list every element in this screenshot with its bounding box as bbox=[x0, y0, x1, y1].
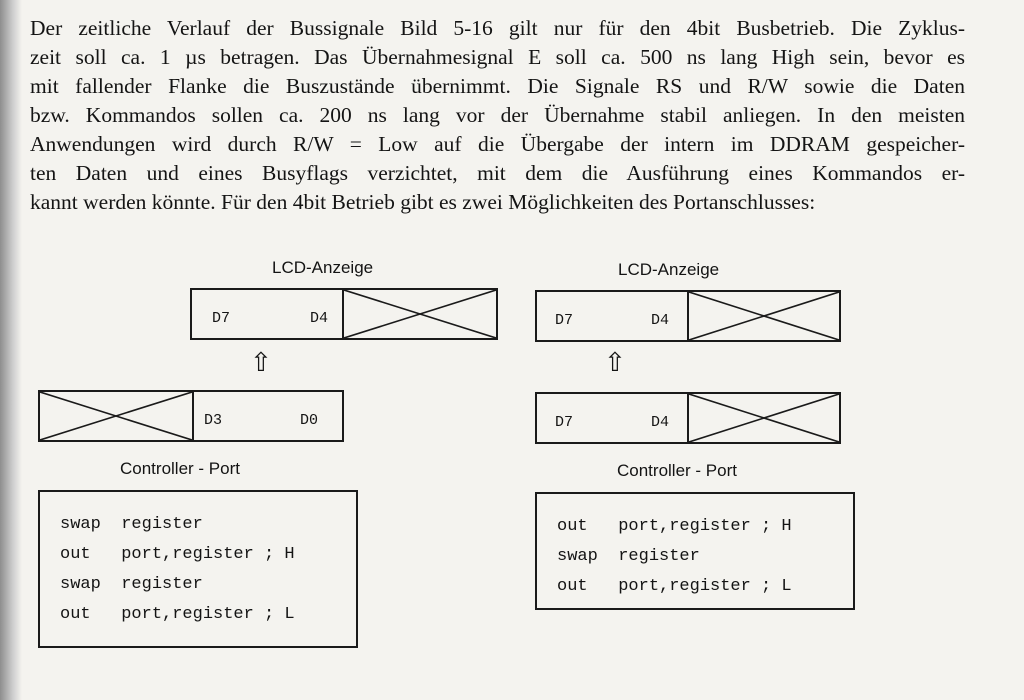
right-up-arrow-icon: ⇧ bbox=[604, 348, 626, 378]
left-port-register bbox=[38, 390, 344, 442]
body-paragraph bbox=[30, 14, 965, 217]
right-port-nibble-used bbox=[537, 394, 689, 442]
left-port-high-bit: D3 bbox=[204, 412, 223, 429]
left-port-unused-cross-icon bbox=[40, 392, 192, 440]
page-gutter-shadow bbox=[0, 0, 22, 700]
right-lcd-high-bit: D7 bbox=[555, 312, 574, 329]
paragraph-line: Anwendungen wird durch R/W = Low auf die Übergabe der intern im DDRAM gespeicher- bbox=[30, 132, 965, 156]
left-up-arrow-icon: ⇧ bbox=[250, 348, 272, 378]
code-line: swap register bbox=[557, 547, 700, 566]
paragraph-line: bzw. Kommandos sollen ca. 200 ns lang vor der Übernahme stabil anliegen. In den meisten bbox=[30, 103, 965, 127]
paragraph-line: zeit soll ca. 1 µs betragen. Das Übernahmesignal E soll ca. 500 ns lang High sein, bevor es bbox=[30, 45, 965, 69]
left-lcd-unused-cross-icon bbox=[344, 290, 496, 338]
paragraph-line: ten Daten und eines Busyflags verzichtet, mit dem die Ausführung eines Kommandos er- bbox=[30, 161, 965, 185]
right-lcd-nibble-used bbox=[537, 292, 689, 340]
code-line: out port,register ; L bbox=[60, 605, 295, 624]
right-port-low-bit: D4 bbox=[651, 414, 670, 431]
left-code-listing bbox=[38, 490, 358, 648]
left-port-label: Controller - Port bbox=[120, 459, 240, 478]
code-line: swap register bbox=[60, 575, 203, 594]
left-lcd-low-bit: D4 bbox=[310, 310, 329, 327]
right-lcd-low-bit: D4 bbox=[651, 312, 670, 329]
right-lcd-unused-cross-icon bbox=[689, 292, 839, 340]
left-port-low-bit: D0 bbox=[300, 412, 319, 429]
left-lcd-nibble-used bbox=[192, 290, 344, 338]
right-port-unused-cross-icon bbox=[689, 394, 839, 442]
left-lcd-register bbox=[190, 288, 498, 340]
right-port-high-bit: D7 bbox=[555, 414, 574, 431]
code-line: out port,register ; L bbox=[557, 577, 792, 596]
right-port-label: Controller - Port bbox=[617, 461, 737, 480]
right-port-register bbox=[535, 392, 841, 444]
code-line: out port,register ; H bbox=[557, 517, 792, 536]
right-lcd-label: LCD-Anzeige bbox=[618, 260, 720, 279]
paragraph-line: kannt werden könnte. Für den 4bit Betrieb gibt es zwei Möglichkeiten des Portanschlusses: bbox=[30, 190, 816, 214]
right-lcd-register bbox=[535, 290, 841, 342]
paragraph-line: mit fallender Flanke die Buszustände übernimmt. Die Signale RS und R/W sowie die Daten bbox=[30, 74, 965, 98]
paragraph-line: Der zeitliche Verlauf der Bussignale Bild 5-16 gilt nur für den 4bit Busbetrieb. Die Zyklus- bbox=[30, 16, 965, 40]
right-code-listing bbox=[535, 492, 855, 610]
left-lcd-high-bit: D7 bbox=[212, 310, 231, 327]
code-line: swap register bbox=[60, 515, 203, 534]
left-lcd-label: LCD-Anzeige bbox=[272, 258, 374, 277]
code-line: out port,register ; H bbox=[60, 545, 295, 564]
left-port-nibble-used bbox=[192, 392, 342, 440]
